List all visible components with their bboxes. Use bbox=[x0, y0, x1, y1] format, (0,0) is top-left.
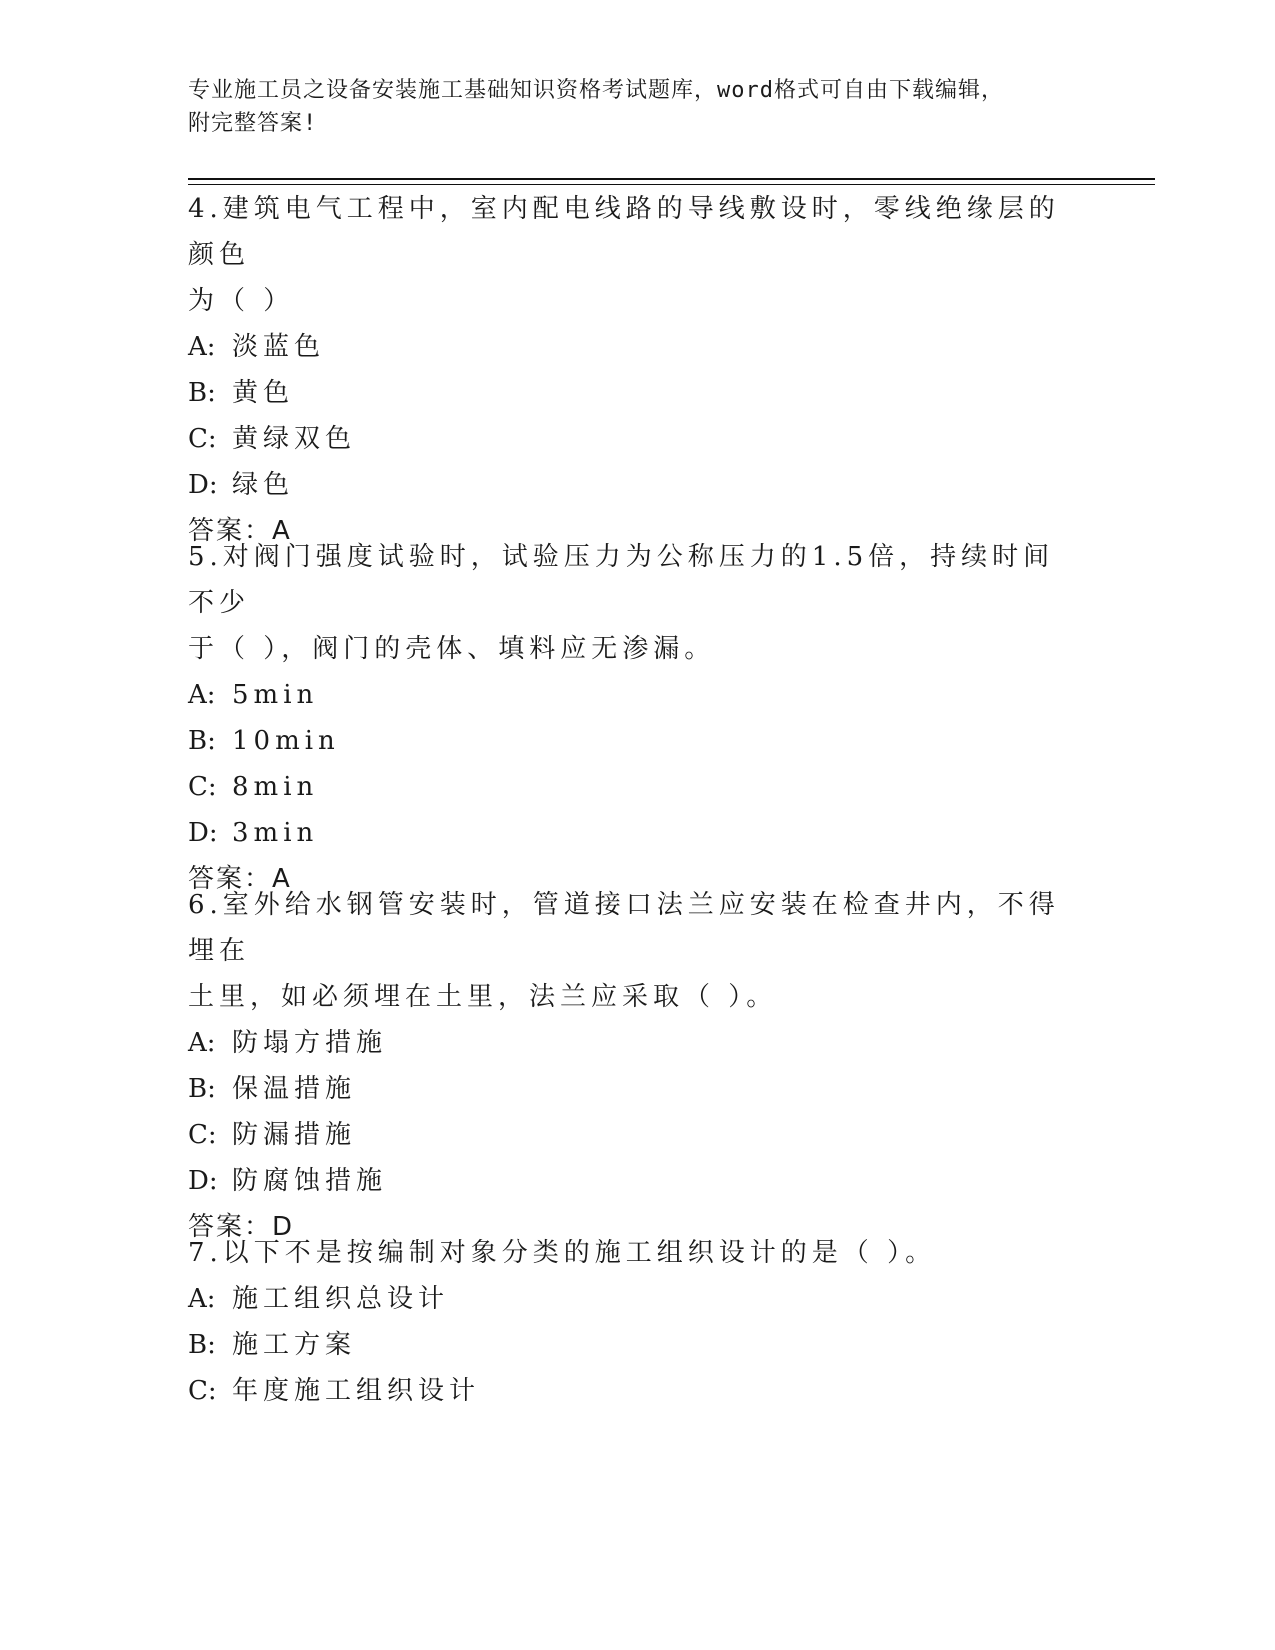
header-line-1: 专业施工员之设备安装施工基础知识资格考试题库，word格式可自由下载编辑， bbox=[188, 78, 1004, 103]
option-letter: B: bbox=[188, 726, 216, 756]
option-a bbox=[188, 1276, 1068, 1322]
question-stem-line: 为（ ） bbox=[188, 286, 295, 316]
question-stem-line: 土里，如必须埋在土里，法兰应采取（ ）。 bbox=[188, 982, 778, 1012]
option-letter: D: bbox=[188, 470, 218, 500]
option-letter: A: bbox=[188, 680, 216, 710]
option-text: 施工组织总设计 bbox=[232, 1284, 450, 1314]
option-text: 保温措施 bbox=[232, 1074, 357, 1104]
option-a bbox=[188, 324, 1068, 370]
option-letter: B: bbox=[188, 1074, 216, 1104]
option-c bbox=[188, 1112, 1068, 1158]
question-stem-line: 4.建筑电气工程中，室内配电线路的导线敷设时，零线绝缘层的颜色 bbox=[188, 194, 1060, 270]
option-d bbox=[188, 1158, 1068, 1204]
option-d bbox=[188, 810, 1068, 856]
option-text: 年度施工组织设计 bbox=[232, 1376, 481, 1406]
option-c bbox=[188, 416, 1068, 462]
option-text: 施工方案 bbox=[232, 1330, 357, 1360]
option-text: 防塌方措施 bbox=[232, 1028, 388, 1058]
option-text: 绿色 bbox=[232, 470, 295, 500]
option-text: 淡蓝色 bbox=[232, 332, 326, 362]
answer-line: 答案：A bbox=[188, 864, 292, 894]
document-header bbox=[188, 74, 1068, 140]
answer-line: 答案：A bbox=[188, 516, 292, 546]
question-7 bbox=[188, 1230, 1068, 1414]
option-b bbox=[188, 1066, 1068, 1112]
option-c bbox=[188, 764, 1068, 810]
option-text: 8min bbox=[232, 772, 319, 802]
option-text: 5min bbox=[232, 680, 319, 710]
option-letter: C: bbox=[188, 1376, 217, 1406]
option-letter: A: bbox=[188, 1028, 216, 1058]
option-d bbox=[188, 462, 1068, 508]
option-text: 10min bbox=[232, 726, 340, 756]
option-letter: A: bbox=[188, 1284, 216, 1314]
question-6 bbox=[188, 882, 1068, 1250]
option-b bbox=[188, 370, 1068, 416]
option-text: 3min bbox=[232, 818, 319, 848]
option-b bbox=[188, 718, 1068, 764]
question-5 bbox=[188, 534, 1068, 902]
question-stem-line: 7.以下不是按编制对象分类的施工组织设计的是（ ）。 bbox=[188, 1238, 937, 1268]
option-text: 黄绿双色 bbox=[232, 424, 357, 454]
option-text: 防漏措施 bbox=[232, 1120, 357, 1150]
option-text: 黄色 bbox=[232, 378, 295, 408]
option-letter: B: bbox=[188, 1330, 216, 1360]
question-stem-line: 6.室外给水钢管安装时，管道接口法兰应安装在检查井内，不得埋在 bbox=[188, 890, 1060, 966]
header-divider-thin bbox=[188, 184, 1155, 185]
header-divider-thick bbox=[188, 178, 1155, 180]
question-stem-line: 5.对阀门强度试验时，试验压力为公称压力的1.5倍，持续时间不少 bbox=[188, 542, 1055, 618]
option-letter: C: bbox=[188, 772, 217, 802]
header-line-2: 附完整答案! bbox=[188, 111, 318, 136]
option-letter: D: bbox=[188, 1166, 218, 1196]
option-letter: C: bbox=[188, 424, 217, 454]
option-letter: B: bbox=[188, 378, 216, 408]
question-4 bbox=[188, 186, 1068, 554]
option-letter: A: bbox=[188, 332, 216, 362]
option-c bbox=[188, 1368, 1068, 1414]
question-stem-line: 于（ ），阀门的壳体、填料应无渗漏。 bbox=[188, 634, 716, 664]
option-letter: C: bbox=[188, 1120, 217, 1150]
answer-line: 答案：D bbox=[188, 1212, 295, 1242]
option-b bbox=[188, 1322, 1068, 1368]
option-letter: D: bbox=[188, 818, 218, 848]
option-text: 防腐蚀措施 bbox=[232, 1166, 388, 1196]
option-a bbox=[188, 672, 1068, 718]
option-a bbox=[188, 1020, 1068, 1066]
